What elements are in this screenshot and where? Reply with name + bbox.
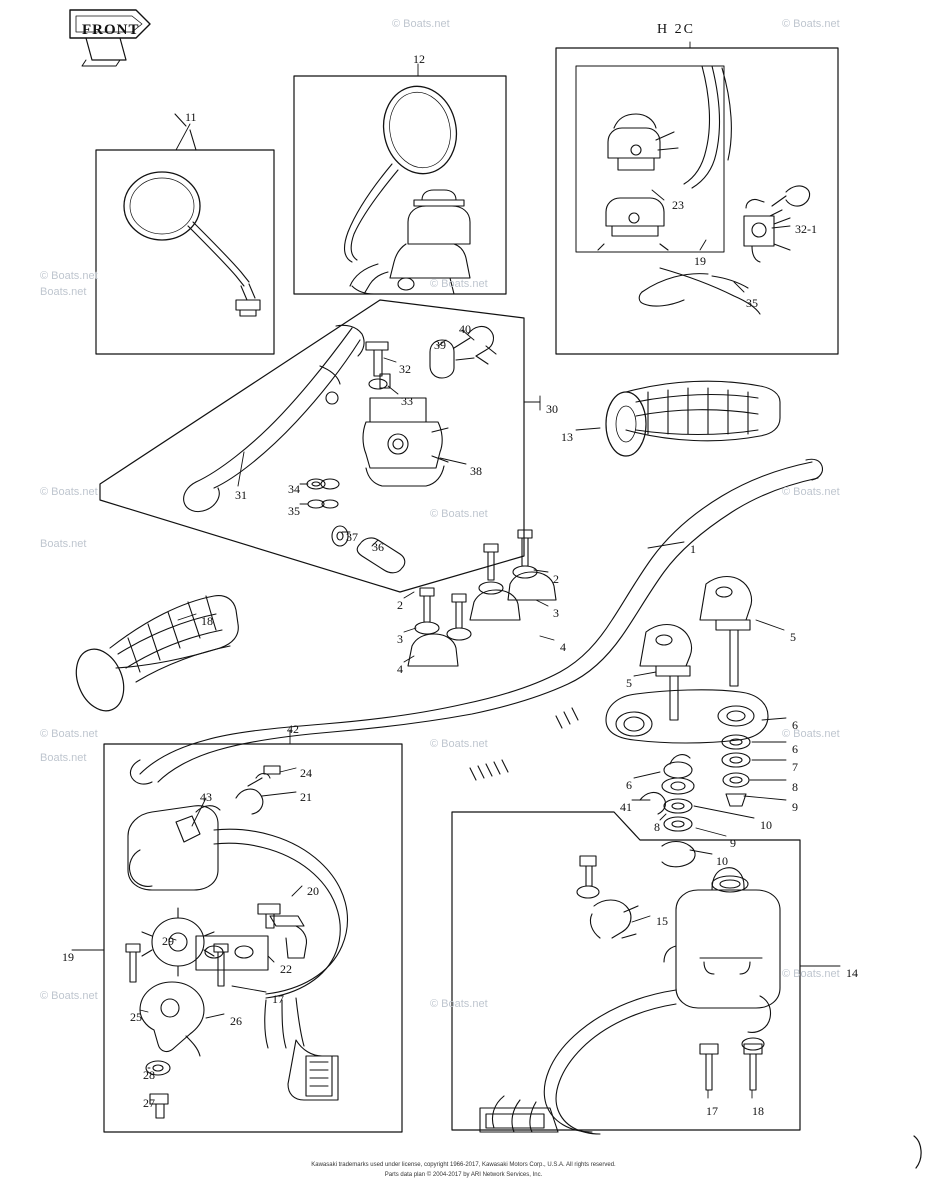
callout-number[interactable]: 32 xyxy=(399,362,411,376)
callout-number[interactable]: 10 xyxy=(716,854,728,868)
callout-number[interactable]: 13 xyxy=(561,430,573,444)
callout-number[interactable]: 5 xyxy=(790,630,796,644)
callout-number[interactable]: 9 xyxy=(792,800,798,814)
callout-number[interactable]: 35 xyxy=(288,504,300,518)
callout-number[interactable]: 4 xyxy=(560,640,566,654)
callout-number[interactable]: 41 xyxy=(620,800,632,814)
footer-line-2: Parts data plan © 2004-2017 by ARI Network Services, Inc. xyxy=(384,1172,543,1178)
front-badge-label: FRONT xyxy=(82,22,140,38)
callout-number[interactable]: 33 xyxy=(401,394,413,408)
footer-line-1: Kawasaki trademarks used under license, copyright 1966-2017, Kawasaki Motors Corp., U.S.A. All rights reserved. xyxy=(311,1162,616,1168)
watermark-text: © Boats.net xyxy=(40,990,98,1002)
callout-number[interactable]: 18 xyxy=(752,1104,764,1118)
callout-number[interactable]: 19 xyxy=(694,254,706,268)
callout-number[interactable]: 11 xyxy=(185,110,197,124)
callout-number[interactable]: 8 xyxy=(654,820,660,834)
callout-number[interactable]: 19 xyxy=(62,950,74,964)
callout-number[interactable]: 38 xyxy=(470,464,482,478)
watermark-text: © Boats.net xyxy=(430,998,488,1010)
callout-number[interactable]: 15 xyxy=(656,914,668,928)
watermark-text: © Boats.net xyxy=(782,968,840,980)
callout-number[interactable]: 17 xyxy=(272,992,284,1006)
watermark-text: © Boats.net xyxy=(782,486,840,498)
callout-number[interactable]: 28 xyxy=(143,1068,155,1082)
watermark-text: © Boats.net xyxy=(430,278,488,290)
callout-number[interactable]: 20 xyxy=(307,884,319,898)
callout-number[interactable]: 23 xyxy=(672,198,684,212)
callout-number[interactable]: 43 xyxy=(200,790,212,804)
callout-number[interactable]: 10 xyxy=(760,818,772,832)
callout-number[interactable]: 37 xyxy=(346,530,358,544)
watermark-text: © Boats.net xyxy=(392,18,450,30)
watermark-text: © Boats.net xyxy=(40,486,98,498)
callout-number[interactable]: 32-1 xyxy=(795,222,817,236)
callout-number[interactable]: 7 xyxy=(792,760,798,774)
watermark-text: © Boats.net xyxy=(782,728,840,740)
front-direction-badge xyxy=(68,8,150,60)
callout-number[interactable]: 2 xyxy=(553,572,559,586)
callout-number[interactable]: 18 xyxy=(201,614,213,628)
callout-number[interactable]: 8 xyxy=(792,780,798,794)
watermark-text: © Boats.net xyxy=(40,270,98,282)
watermark-text: © Boats.net xyxy=(40,728,98,740)
watermark-text: © Boats.net xyxy=(430,738,488,750)
watermark-text: © Boats.net xyxy=(430,508,488,520)
callout-number[interactable]: 27 xyxy=(143,1096,155,1110)
callout-number[interactable]: 5 xyxy=(626,676,632,690)
callout-number[interactable]: 36 xyxy=(372,540,384,554)
callout-number[interactable]: 31 xyxy=(235,488,247,502)
callout-number[interactable]: 34 xyxy=(288,482,300,496)
callout-number[interactable]: 24 xyxy=(300,766,312,780)
callout-number[interactable]: 42 xyxy=(287,722,299,736)
watermark-text: Boats.net xyxy=(40,286,87,298)
callout-number[interactable]: 2 xyxy=(397,598,403,612)
callout-number[interactable]: 35 xyxy=(746,296,758,310)
callout-number[interactable]: 3 xyxy=(553,606,559,620)
callout-number[interactable]: 6 xyxy=(626,778,632,792)
callout-number[interactable]: 40 xyxy=(459,322,471,336)
callout-number[interactable]: 12 xyxy=(413,52,425,66)
callout-number[interactable]: 39 xyxy=(434,338,446,352)
watermark-text: Boats.net xyxy=(40,538,87,550)
callout-number[interactable]: 30 xyxy=(546,402,558,416)
callout-number[interactable]: 4 xyxy=(397,662,403,676)
callout-number[interactable]: 6 xyxy=(792,718,798,732)
callout-number[interactable]: 3 xyxy=(397,632,403,646)
callout-number[interactable]: 17 xyxy=(706,1104,718,1118)
callout-number[interactable]: 26 xyxy=(230,1014,242,1028)
callout-number[interactable]: 6 xyxy=(792,742,798,756)
callout-number[interactable]: 29 xyxy=(162,934,174,948)
callout-number[interactable]: 25 xyxy=(130,1010,142,1024)
callout-number[interactable]: 22 xyxy=(280,962,292,976)
callout-number[interactable]: 21 xyxy=(300,790,312,804)
callout-number[interactable]: 9 xyxy=(730,836,736,850)
diagram-title: H 2C xyxy=(657,22,695,37)
callout-number[interactable]: 14 xyxy=(846,966,858,980)
watermark-text: © Boats.net xyxy=(782,18,840,30)
watermark-text: Boats.net xyxy=(40,752,87,764)
callout-number[interactable]: 1 xyxy=(690,542,696,556)
